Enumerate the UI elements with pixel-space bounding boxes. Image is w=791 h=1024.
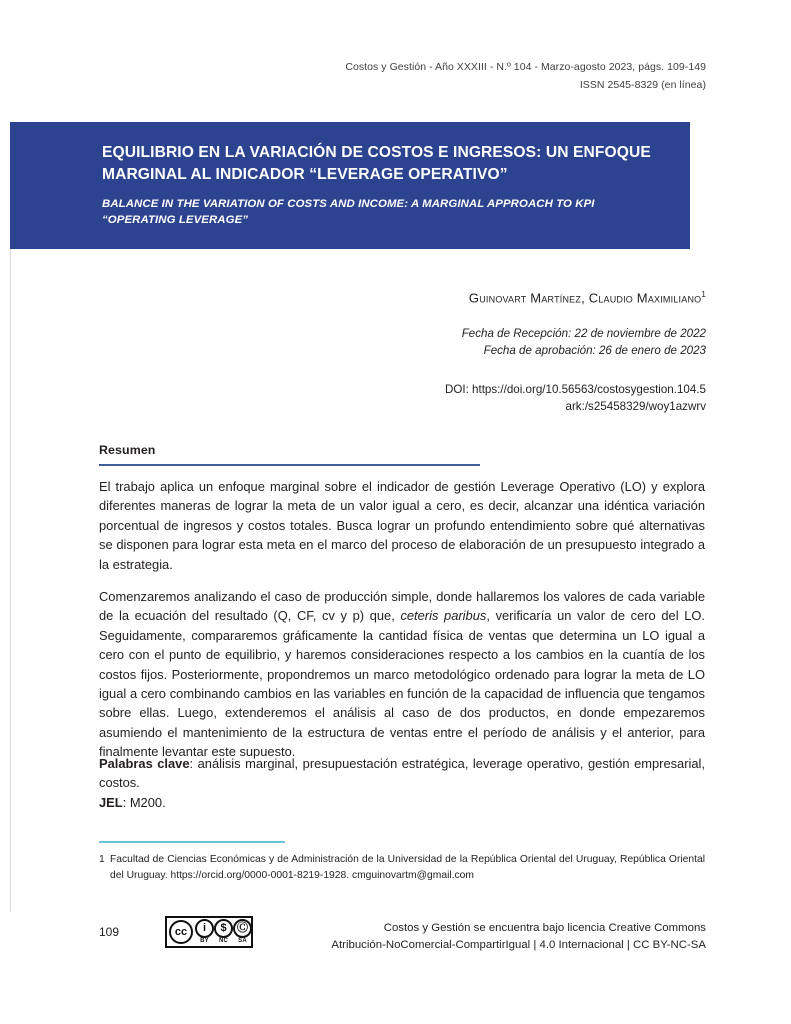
cc-by-icon (195, 919, 214, 945)
page-number: 109 (99, 925, 120, 939)
footnote-text: Facultad de Ciencias Económicas y de Administración de la Universidad de la República Oriental del Uruguay, República Oriental del Uruguay. https://orcid.org/0000-0001-8219-1928. cmguinovartm@gmail.com (110, 854, 705, 881)
footnote-number: 1 (99, 854, 105, 865)
license-text (265, 920, 706, 953)
keywords-value: : análisis marginal, presupuestación estratégica, leverage operativo, gestión empresarial, costos. (99, 756, 705, 791)
abstract-p2-part2: , verificaría un valor de cero del LO. Seguidamente, compararemos gráficamente la cantidad física de ventas que determina un LO igual a cero con el punto de equilibrio, y haremos consideraciones respecto a los cambios en la cuantía de los costos fijos. Posteriormente, propondremos un marco metodológico ordenado para lograr la meta de LO igual a cero combinando cambios en las variables en función de la capacidad de influencia que tengamos sobre ellas. Luego, extenderemos el análisis al caso de dos productos, en donde empezaremos asumiendo el mantenimiento de la estructura de ventas entre el período de análisis y el anterior, para finalmente levantar este supuesto. (99, 608, 705, 760)
running-head-line1: Costos y Gestión - Año XXXIII - N.º 104 - Marzo-agosto 2023, págs. 109-149 (345, 61, 706, 73)
cc-nc-label: NC (218, 938, 229, 944)
cc-nc-icon (214, 919, 233, 945)
cc-sa-icon (233, 919, 252, 945)
cc-by-label: BY (200, 938, 209, 944)
publication-dates (300, 325, 706, 359)
abstract-p2-part1: Comenzaremos analizando el caso de producción simple, donde hallaremos los valores de cada variable de la ecuación del resultado (Q, CF, cv y p) que, (99, 589, 705, 624)
running-head (95, 58, 706, 94)
abstract-rule (99, 464, 480, 466)
title-banner (10, 122, 690, 249)
abstract-heading: Resumen (99, 443, 156, 457)
cc-sa-symbol: Ⓒ (233, 919, 252, 938)
footnote-block (99, 852, 705, 883)
keywords-line (99, 754, 705, 793)
cc-logo-icon: cc (169, 920, 193, 944)
jel-value: : M200. (122, 795, 166, 810)
author-block (300, 286, 706, 415)
author-name-text: Guinovart Martínez, Claudio Maximiliano (468, 290, 702, 306)
doi-link[interactable]: DOI: https://doi.org/10.56563/costosygestion.104.5 (444, 383, 706, 397)
abstract-paragraph-2 (99, 587, 705, 762)
running-head-line2: ISSN 2545-8329 (en línea) (579, 79, 706, 91)
footnote-separator-rule (99, 841, 285, 843)
cc-nc-symbol: $ (214, 919, 233, 938)
abstract-section (99, 443, 705, 762)
cc-by-symbol: i (195, 919, 214, 938)
identifiers (300, 381, 706, 415)
jel-label: JEL (99, 795, 123, 810)
keywords-label: Palabras clave (99, 756, 190, 771)
author-footnote-marker: 1 (701, 290, 706, 299)
creative-commons-license-icon[interactable] (165, 916, 253, 948)
approval-date: Fecha de aprobación: 26 de enero de 2023 (483, 344, 706, 358)
article-title-spanish: EQUILIBRIO EN LA VARIACIÓN DE COSTOS E INGRESOS: UN ENFOQUE MARGINAL AL INDICADOR “LEVERAGE OPERATIVO” (102, 144, 651, 183)
article-title-english: BALANCE IN THE VARIATION OF COSTS AND INCOME: A MARGINAL APPROACH TO KPI “OPERATING LEVERAGE” (102, 198, 595, 226)
jel-line (99, 793, 705, 812)
license-line-2: Atribución-NoComercial-CompartirIgual | 4.0 Internacional | CC BY-NC-SA (331, 938, 706, 951)
cc-sa-label: SA (238, 938, 247, 944)
abstract-paragraph-1: El trabajo aplica un enfoque marginal sobre el indicador de gestión Leverage Operativo (LO) y explora diferentes maneras de lograr la meta de un valor igual a cero, es decir, alcanzar una idéntica variación porcentual de ingresos y costos totales. Busca lograr un profundo entendimiento sobre qué alternativas se disponen para lograr esta meta en el marco del proceso de elaboración de un presupuesto integrado a la estrategia. (99, 479, 705, 572)
license-line-1: Costos y Gestión se encuentra bajo licencia Creative Commons (383, 922, 706, 934)
reception-date: Fecha de Recepción: 22 de noviembre de 2022 (461, 327, 706, 341)
abstract-p2-italic: ceteris paribus (400, 608, 487, 624)
author-name (300, 286, 706, 307)
ark-identifier: ark:/s25458329/woy1azwrv (565, 400, 706, 414)
